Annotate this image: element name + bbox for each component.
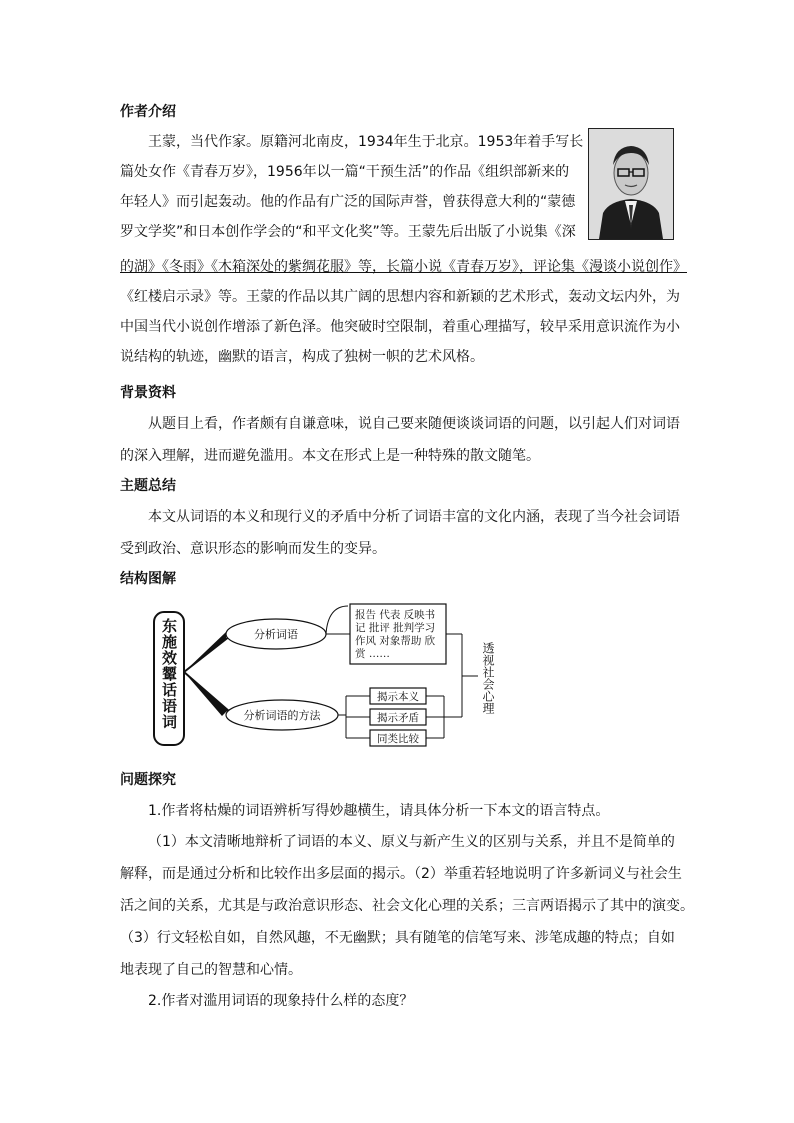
theme-line-1: 本文从词语的本义和现行义的矛盾中分析了词语丰富的文化内涵，表现了当今社会词语 — [148, 509, 680, 525]
author-photo — [588, 128, 674, 240]
answer-1-line-4: （3）行文轻松自如，自然风趣，不无幽默；具有随笔的信笔写来、涉笔成趣的特点；自如 — [120, 930, 675, 946]
diagram-method-2: 揭示矛盾 — [377, 712, 419, 724]
structure-diagram — [152, 602, 552, 752]
diagram-branch-method-label: 分析词语的方法 — [243, 709, 321, 722]
diagram-word-line-1: 报告 代表 反映书 — [355, 609, 436, 621]
answer-1-line-5: 地表现了自己的智慧和心情。 — [120, 962, 302, 978]
diagram-method-3: 同类比较 — [377, 733, 419, 745]
author-line-5: 的湖》《冬雨》《木箱深处的紫绸花服》等，长篇小说《青春万岁》，评论集《漫谈小说创作》 — [120, 259, 687, 275]
diagram-conclusion: 透视社会心理 — [481, 642, 495, 714]
diagram-branch-analyze-label: 分析词语 — [254, 628, 298, 641]
theme-line-2: 受到政治、意识形态的影响而发生的变异。 — [120, 541, 386, 557]
author-line-1: 王蒙，当代作家。原籍河北南皮，1934年生于北京。1953年着手写长 — [148, 134, 584, 150]
section-heading-theme: 主题总结 — [120, 478, 176, 494]
author-line-4: 罗文学奖”和日本创作学会的“和平文化奖”等。王蒙先后出版了小说集《深 — [120, 224, 576, 240]
author-line-7: 中国当代小说创作增添了新色泽。他突破时空限制，着重心理描写，较早采用意识流作为小 — [120, 319, 680, 335]
diagram-word-line-4: 赏 …… — [355, 648, 390, 660]
author-line-2: 篇处女作《青春万岁》，1956年以一篇“干预生活”的作品《组织部新来的 — [120, 164, 570, 180]
author-line-3: 年轻人》而引起轰动。他的作品有广泛的国际声誉，曾获得意大利的“蒙德 — [120, 194, 576, 210]
question-2: 2.作者对滥用词语的现象持什么样的态度？ — [148, 993, 414, 1009]
answer-1-line-1: （1）本文清晰地辩析了词语的本义、原义与新产生义的区别与关系，并且不是简单的 — [148, 834, 675, 850]
author-line-8: 说结构的轨迹，幽默的语言，构成了独树一帜的艺术风格。 — [120, 349, 484, 365]
section-heading-author: 作者介绍 — [120, 104, 176, 120]
answer-1-line-2: 解释，而是通过分析和比较作出多层面的揭示。（2）举重若轻地说明了许多新词义与社会生 — [120, 866, 682, 882]
section-heading-questions: 问题探究 — [120, 772, 176, 788]
question-1: 1.作者将枯燥的词语辨析写得妙趣横生，请具体分析一下本文的语言特点。 — [148, 803, 610, 819]
section-heading-structure: 结构图解 — [120, 571, 176, 587]
answer-1-line-3: 活之间的关系，尤其是与政治意识形态、社会文化心理的关系；三言两语揭示了其中的演变。 — [120, 898, 694, 914]
diagram-method-1: 揭示本义 — [377, 691, 419, 703]
author-line-6: 《红楼启示录》等。王蒙的作品以其广阔的思想内容和新颖的艺术形式，轰动文坛内外，为 — [120, 289, 680, 305]
section-heading-background: 背景资料 — [120, 385, 176, 401]
background-line-1: 从题目上看，作者颇有自谦意味，说自己要来随便谈谈词语的问题，以引起人们对词语 — [148, 416, 680, 432]
diagram-word-line-3: 作风 对象帮助 欣 — [355, 635, 436, 647]
diagram-word-line-2: 记 批评 批判学习 — [355, 622, 436, 634]
diagram-root-text: 东施效颦话语词 — [160, 618, 178, 730]
background-line-2: 的深入理解，进而避免滥用。本文在形式上是一种特殊的散文随笔。 — [120, 448, 540, 464]
